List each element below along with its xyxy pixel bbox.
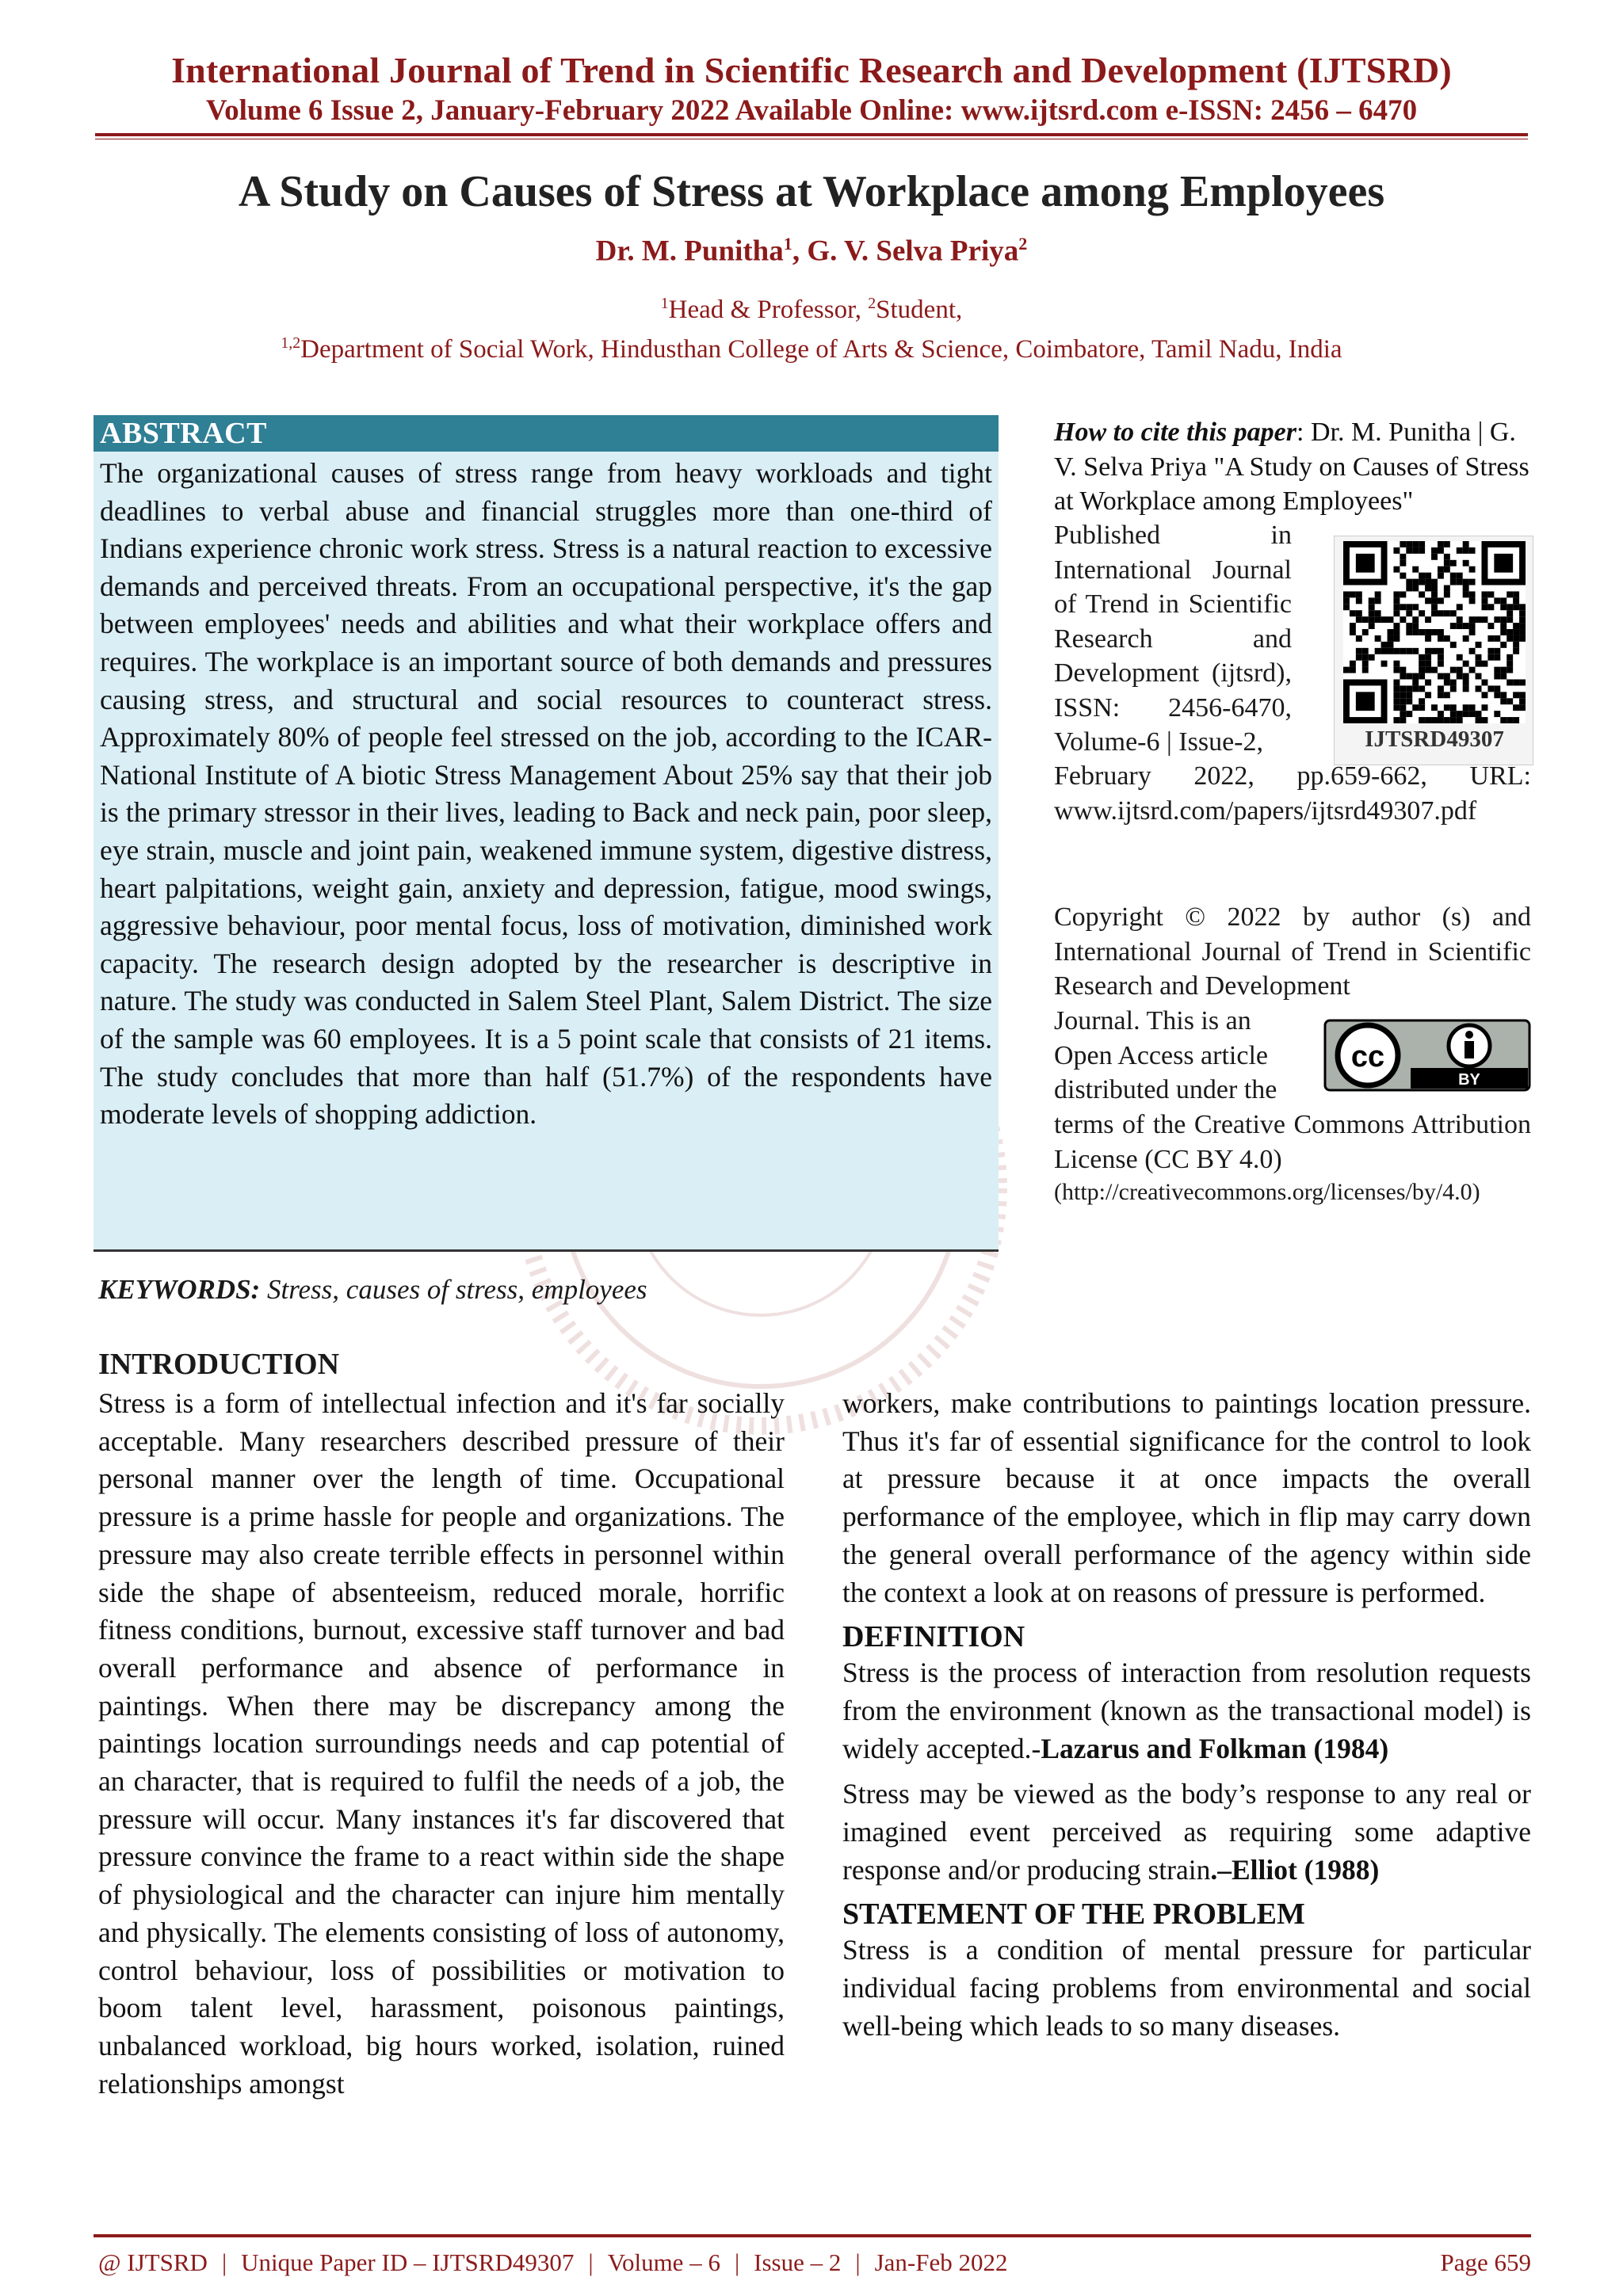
aff-sup-1: 1: [660, 295, 669, 312]
footer-journal: @ IJTSRD: [98, 2248, 208, 2276]
copyright-open-access: Journal. This is an Open Access article distributed under the: [1054, 1006, 1277, 1104]
author-line: [0, 234, 1623, 268]
aff-role-1: Head & Professor,: [668, 296, 869, 324]
abstract-box: [94, 415, 999, 1252]
introduction-text-left: Stress is a form of intellectual infection and it's far socially acceptable. Many researchers described pressure of their personal manner over the length of time. Occupational pressure is a prime hassle for people and organizations. The pressure may also create terrible effects in personnel within side the shape of absenteeism, reduced morale, horrific fitness conditions, burnout, excessive staff turnover and bad overall performance and absence of performance in paintings. When there may be discrepancy among the paintings location surroundings needs and cap potential of an character, that is required to fulfil the needs of a job, the pressure will occur. Many instances it's far discovered that pressure convince the frame to a react within side the shape of physiological and the character can injure him mentally and physically. The elements consisting of loss of autonomy, control behaviour, loss of possibilities or motivation to boom talent level, harassment, poisonous paintings, unbalanced workload, big hours worked, isolation, ruined relationships amongst: [98, 1387, 785, 2100]
body-right-column: [842, 1385, 1531, 2054]
aff-sup-2: 2: [868, 295, 876, 312]
cc-by-license-icon: [1323, 1019, 1531, 1092]
footer-divider: [94, 2234, 1531, 2237]
copyright-text: Copyright © 2022 by author (s) and International Journal of Trend in Scientific Research and Development: [1054, 902, 1531, 1001]
by-badge-text: BY: [1458, 1071, 1480, 1089]
introduction-heading: INTRODUCTION: [98, 1348, 340, 1381]
paper-title: A Study on Causes of Stress at Workplace among Employees: [238, 167, 1385, 216]
introduction-text-right: workers, make contributions to paintings location pressure. Thus it's far of essential significance for the control to look at pressure because it at once impacts the overall performance of the employee, which in flip may carry down the general overall performance of the agency within side the context a look at on reasons of pressure is performed.: [842, 1387, 1531, 1608]
cc-badge-text: cc: [1350, 1040, 1385, 1074]
keywords-label: KEYWORDS:: [98, 1274, 261, 1305]
qr-code-box: [1334, 536, 1533, 765]
author-separator: ,: [792, 235, 808, 268]
footer-date: Jan-Feb 2022: [874, 2248, 1008, 2276]
keywords-text: Stress, causes of stress, employees: [260, 1274, 647, 1305]
definition-para-2: [842, 1775, 1531, 1889]
page-footer: [98, 2248, 1531, 2277]
definition-p2-text: Stress may be viewed as the body’s response to any real or imagined event perceived as requiring some adaptive response and/or producing strain: [842, 1778, 1531, 1886]
affiliation-department: [0, 334, 1623, 364]
qr-code-icon: [1341, 541, 1528, 723]
aff-dept-sup: 1,2: [281, 334, 301, 352]
definition-p2-cite: .–Elliot (1988): [1210, 1853, 1380, 1886]
copyright-url: (http://creativecommons.org/licenses/by/4.0): [1054, 1179, 1480, 1205]
author-2: G. V. Selva Priya: [807, 235, 1019, 268]
citation-first-line: : Dr. M. Punitha | G. V. Selva Priya "A Study on Causes of Stress at Workplace among Employees": [1054, 418, 1529, 516]
definition-p1-text: Stress is the process of interaction from resolution requests from the environment (known as the transactional model) is widely accepted.-: [842, 1657, 1531, 1764]
definition-heading: DEFINITION: [842, 1620, 1025, 1654]
author-2-sup: 2: [1018, 234, 1028, 254]
footer-issue: Issue – 2: [754, 2248, 842, 2276]
citation-url: February 2022, pp.659-662, URL: www.ijtsrd.com/papers/ijtsrd49307.pdf: [1054, 761, 1531, 826]
aff-role-2: Student,: [876, 296, 963, 324]
citation-label: How to cite this paper: [1054, 418, 1296, 447]
header-divider: [95, 133, 1528, 139]
body-left-column: [98, 1385, 785, 2111]
abstract-text: The organizational causes of stress range from heavy workloads and tight deadlines to verbal abuse and financial struggles more than one-third of Indians experience chronic work stress. Stress is a natural reaction to excessive demands and perceived threats. From an occupational perspective, it's the gap between employees' needs and abilities and what their workplace offers and requires. The workplace is an important source of both demands and pressures causing stress, and structural and social resources to counteract stress. Approximately 80% of people feel stressed on the job, according to the ICAR-National Institute of A biotic Stress Management About 25% say that their job is the primary stressor in their lives, leading to Back and neck pain, poor sleep, eye strain, muscle and joint pain, weakened immune system, digestive distress, heart palpitations, weight gain, anxiety and depression, fatigue, mood swings, aggressive behaviour, poor mental focus, loss of motivation, diminished work capacity. The research design adopted by the researcher is descriptive in nature. The study was conducted in Salem Steel Plant, Salem District. The size of the sample was 60 employees. It is a 5 point scale that consists of 21 items. The study concludes that more than half (51.7%) of the respondents have moderate levels of shopping addiction.: [100, 457, 992, 1131]
journal-title: International Journal of Trend in Scientific Research and Development (IJTSRD): [171, 50, 1452, 90]
problem-text: Stress is a condition of mental pressure for particular individual facing problems from environmental and social well-being which leads to so many diseases.: [842, 1934, 1531, 2042]
footer-info: @ IJTSRD | Unique Paper ID – IJTSRD49307 | Volume – 6 | Issue – 2 | Jan-Feb 2022: [98, 2248, 1008, 2276]
author-1-sup: 1: [783, 234, 792, 254]
affiliation-roles: [0, 295, 1623, 325]
citation-published: Published in International Journal of Trend in Scientific Research and Development (ijtsrd), ISSN: 2456-6470, Volume-6 | Issue-2,: [1054, 521, 1292, 757]
definition-para-1: [842, 1654, 1531, 1768]
footer-page-number: Page 659: [1440, 2248, 1531, 2276]
footer-paper-id: Unique Paper ID – IJTSRD49307: [241, 2248, 575, 2276]
abstract-heading: ABSTRACT: [94, 415, 999, 452]
copyright-license: terms of the Creative Commons Attribution License (CC BY 4.0): [1054, 1110, 1531, 1174]
aff-dept-text: Department of Social Work, Hindusthan College of Arts & Science, Coimbatore, Tamil Nadu, India: [300, 335, 1342, 364]
citation-first: [1054, 415, 1531, 519]
qr-label: IJTSRD49307: [1365, 727, 1504, 752]
author-1: Dr. M. Punitha: [595, 235, 784, 268]
journal-issue-line: Volume 6 Issue 2, January-February 2022 Available Online: www.ijtsrd.com e-ISSN: 2456 – 6470: [205, 94, 1418, 127]
footer-volume: Volume – 6: [607, 2248, 720, 2276]
definition-p1-cite: Lazarus and Folkman (1984): [1041, 1732, 1389, 1764]
problem-heading: STATEMENT OF THE PROBLEM: [842, 1897, 1305, 1932]
keywords: [98, 1274, 647, 1306]
